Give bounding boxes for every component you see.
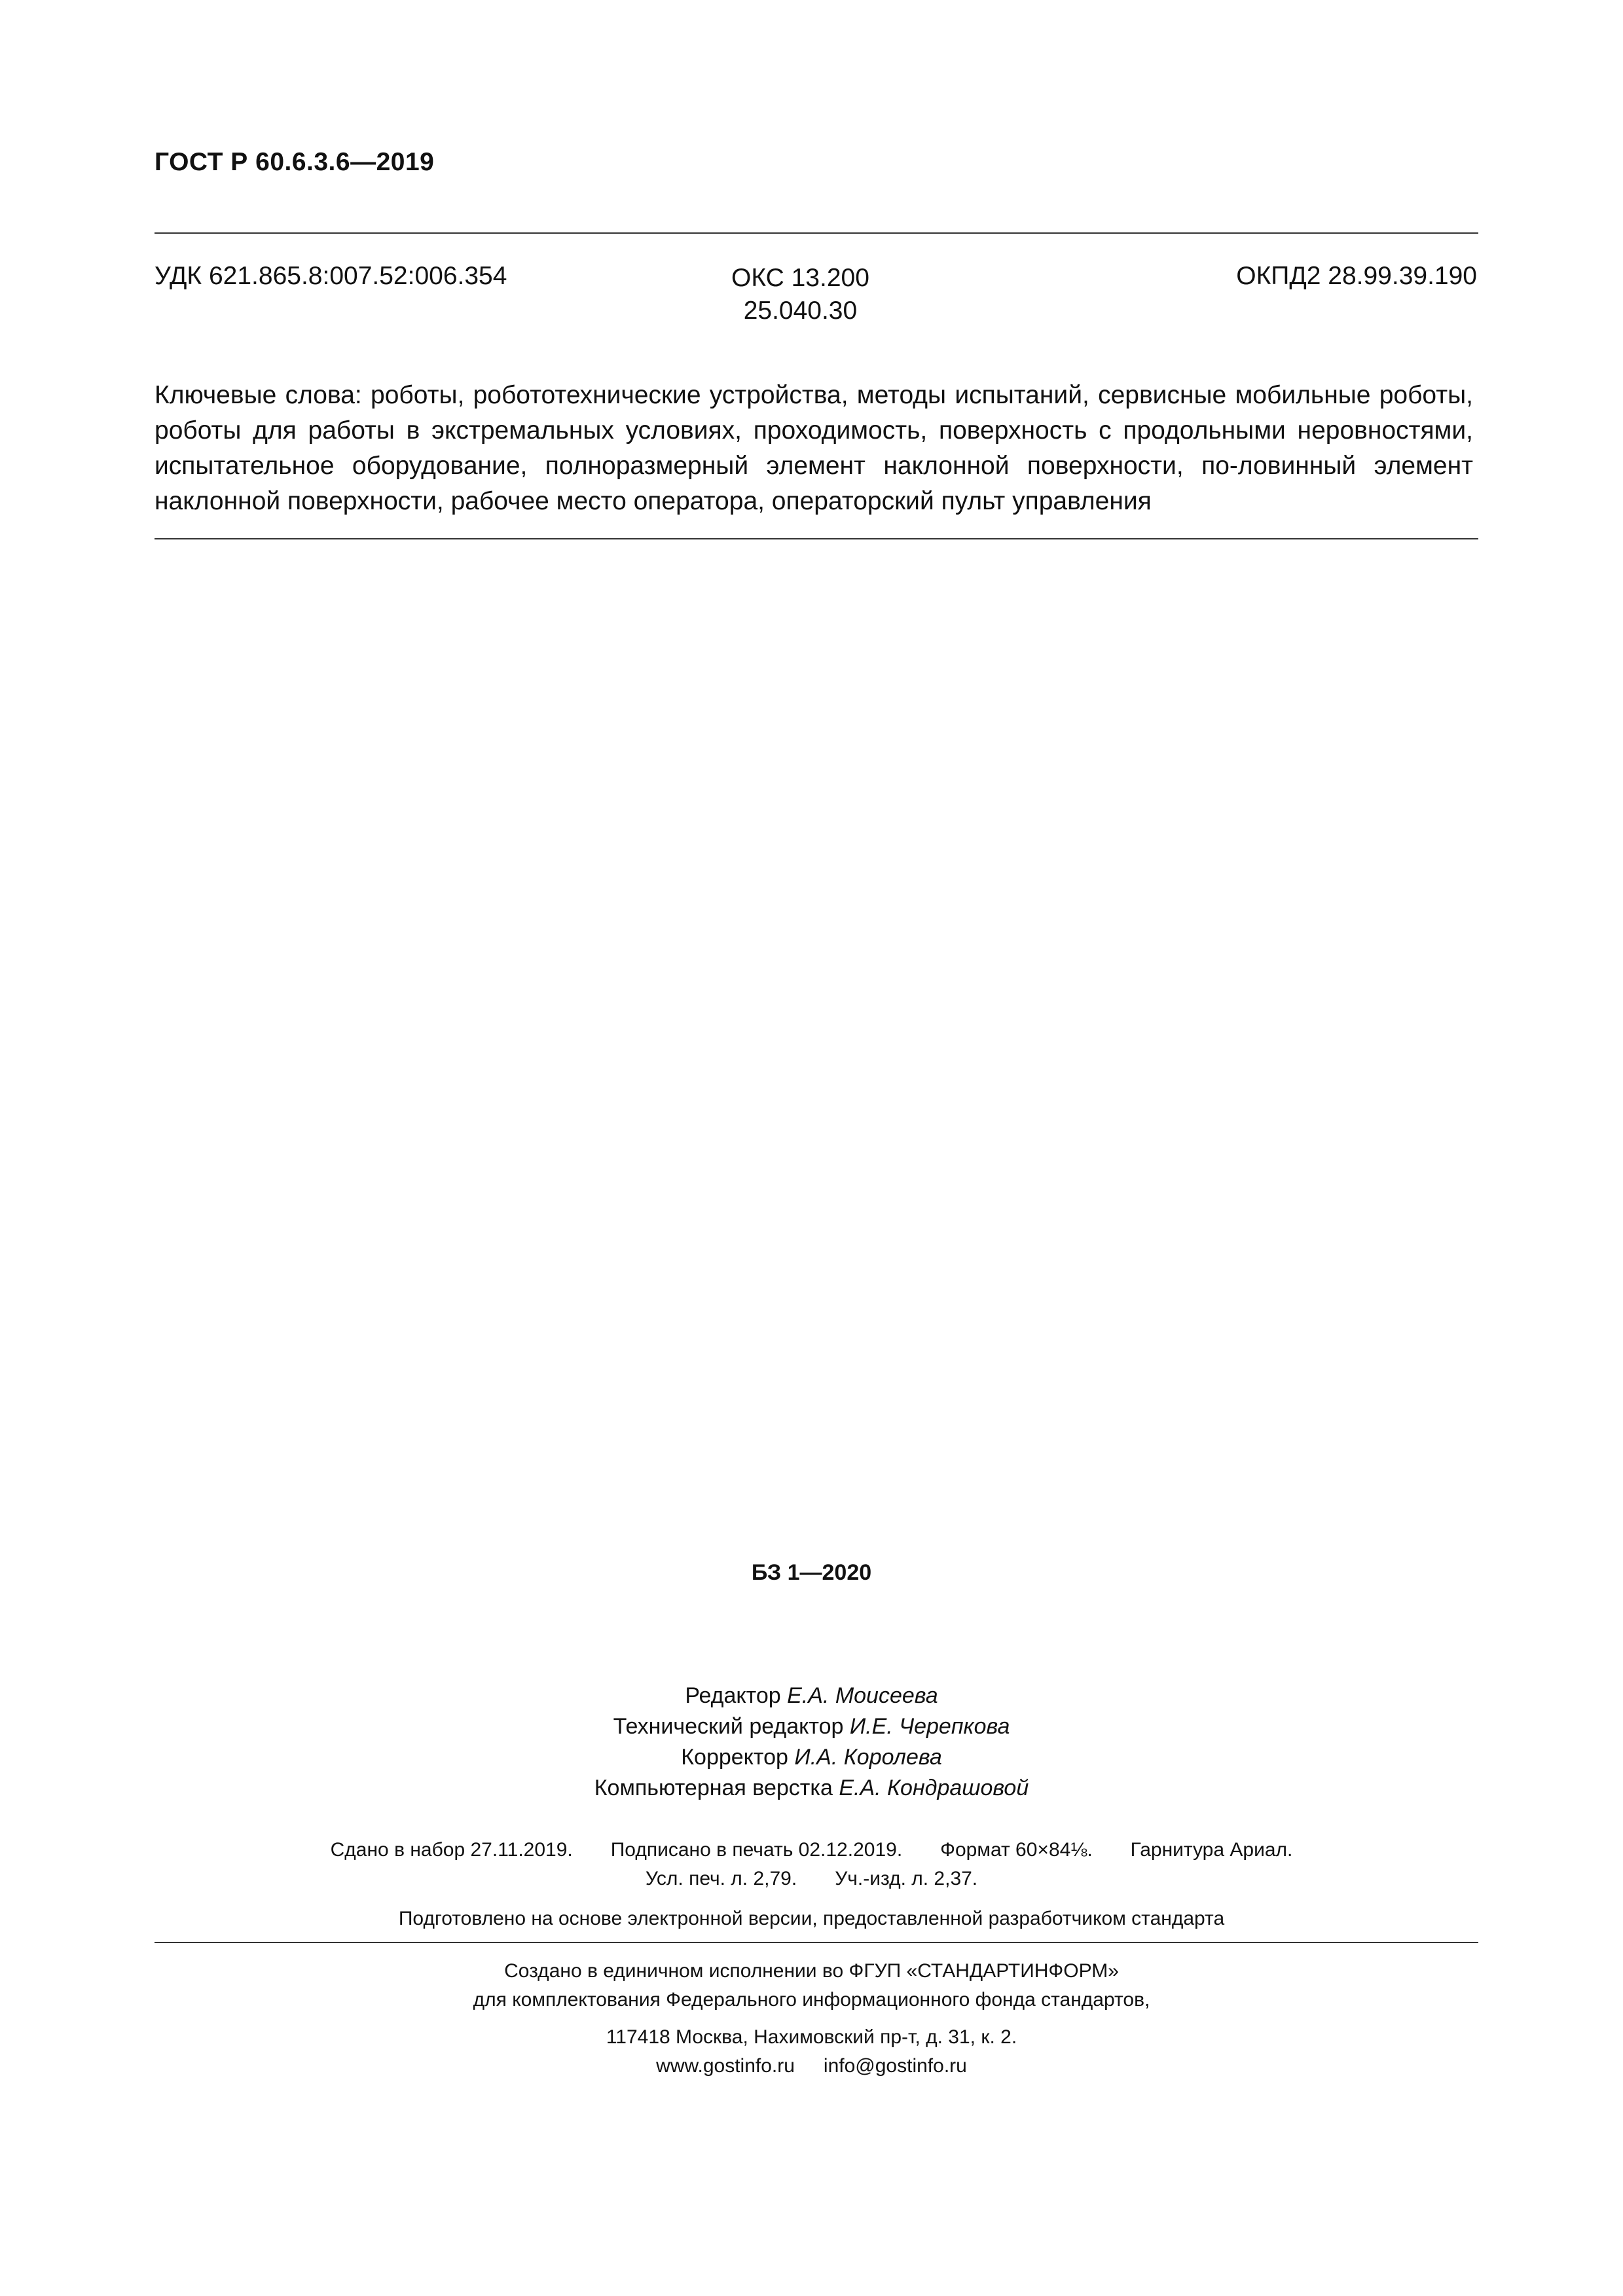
credit-layout-role: Компьютерная верстка (594, 1776, 833, 1800)
credit-tech-editor (0, 1711, 1623, 1742)
paper-format: Формат 60×84⅛. (940, 1839, 1093, 1861)
publication-line-2 (0, 1865, 1623, 1893)
credit-editor-role: Редактор (685, 1683, 781, 1708)
typeface: Гарнитура Ариал. (1130, 1839, 1293, 1861)
footer-divider (155, 1942, 1478, 1943)
signed-date: Подписано в печать 02.12.2019. (610, 1839, 903, 1861)
oks-code-line-2: 25.040.30 (743, 297, 858, 325)
website-link[interactable]: www.gostinfo.ru (656, 2055, 795, 2077)
email-link[interactable]: info@gostinfo.ru (823, 2055, 967, 2077)
created-line-2: для комплектования Федерального информационного фонда стандартов, (473, 1989, 1150, 2011)
credit-layout-name: Е.А. Кондрашовой (839, 1776, 1029, 1800)
contact-line (0, 2052, 1623, 2081)
credit-tech-editor-role: Технический редактор (613, 1714, 844, 1739)
document-code: ГОСТ Р 60.6.3.6—2019 (155, 148, 435, 176)
keywords-paragraph: Ключевые слова: роботы, робототехнические устройства, методы испытаний, сервисные мобильные роботы, роботы для работы в экстремальных условиях, проходимость, поверхность с продольными неровностями, испытательное оборудование, полноразмерный элемент наклонной поверхности, по-ловинный элемент наклонной поверхности, рабочее место оператора, операторский пульт управления (155, 381, 1473, 515)
publication-info (0, 1836, 1623, 1893)
publication-sheets: Уч.-изд. л. 2,37. (835, 1868, 978, 1889)
created-line-1: Создано в единичном исполнении во ФГУП «СТАНДАРТИНФОРМ» (504, 1960, 1119, 1982)
keywords-divider (155, 538, 1478, 539)
bz-index: БЗ 1—2020 (751, 1560, 872, 1585)
credit-editor-name: Е.А. Моисеева (787, 1683, 938, 1708)
credit-corrector-name: И.А. Королева (794, 1745, 942, 1770)
credit-tech-editor-name: И.Е. Черепкова (849, 1714, 1010, 1739)
address-block (0, 2023, 1623, 2081)
publication-line-1 (0, 1836, 1623, 1865)
credit-layout (0, 1773, 1623, 1804)
print-sheets: Усл. печ. л. 2,79. (645, 1868, 797, 1889)
created-note (0, 1957, 1623, 2014)
credit-corrector-role: Корректор (681, 1745, 788, 1770)
okpd-code: ОКПД2 28.99.39.190 (1236, 262, 1477, 290)
credit-editor (0, 1681, 1623, 1711)
postal-address: 117418 Москва, Нахимовский пр-т, д. 31, к. 2. (606, 2026, 1017, 2048)
prepared-note: Подготовлено на основе электронной версии, предоставленной разработчиком стандарта (398, 1908, 1225, 1929)
oks-code (731, 262, 869, 327)
credit-corrector (0, 1742, 1623, 1773)
credits-block (0, 1681, 1623, 1804)
udk-code: УДК 621.865.8:007.52:006.354 (155, 262, 507, 290)
top-divider (155, 232, 1478, 234)
submitted-date: Сдано в набор 27.11.2019. (330, 1839, 573, 1861)
oks-code-line-1: ОКС 13.200 (731, 264, 869, 292)
